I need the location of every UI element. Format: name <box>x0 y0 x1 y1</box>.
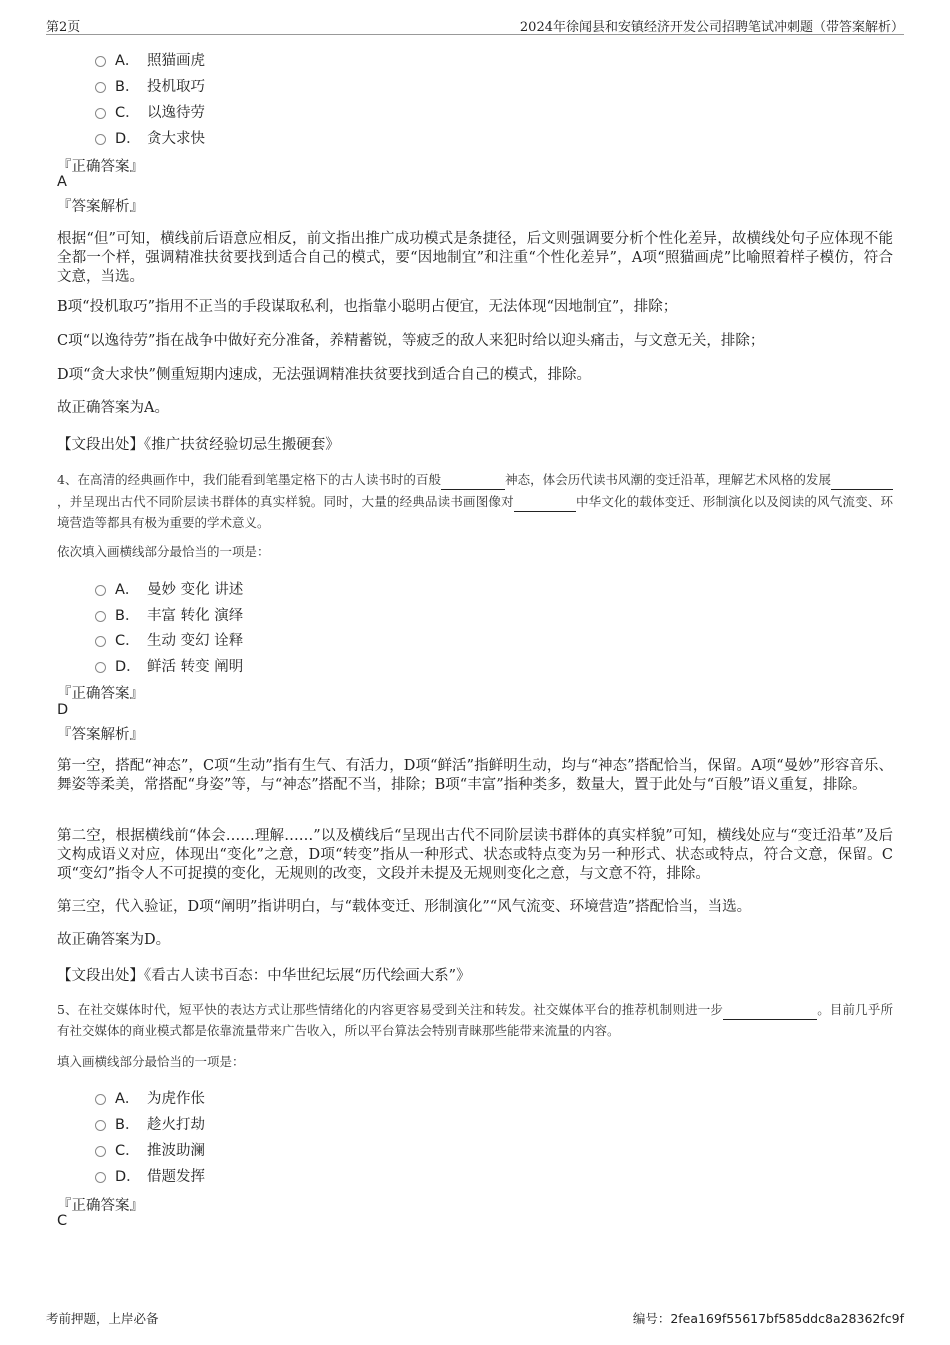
q4-answer-label: 『正确答案』 <box>57 686 144 702</box>
q5-answer-label: 『正确答案』 <box>57 1198 144 1214</box>
q3-option-a[interactable]: A． 照猫画虎 <box>95 49 205 70</box>
q3-analysis-p2: B项“投机取巧”指用不正当的手段谋取私利，也指靠小聪明占便宜，无法体现“因地制宜”，排除； <box>57 299 678 315</box>
blank <box>514 490 576 512</box>
radio-icon[interactable] <box>95 611 106 622</box>
blank <box>831 468 893 490</box>
q4-option-b[interactable]: B． 丰富 转化 演绎 <box>95 604 243 625</box>
radio-icon[interactable] <box>95 134 106 145</box>
page-footer <box>46 1309 904 1327</box>
q3-answer-label: 『正确答案』 <box>57 159 144 175</box>
radio-icon[interactable] <box>95 1094 106 1105</box>
q4-source: 【文段出处】《看古人读书百态：中华世纪坛展“历代绘画大系”》 <box>57 968 471 984</box>
q3-analysis-p1: 根据“但”可知，横线前后语意应相反，前文指出推广成功模式是条捷径，后文则强调要分析个性化差异，故横线处句子应体现不能全都一个样，强调精准扶贫要找到适合自己的模式，要“因地制宜”和注重“个性化差异”，A项“照猫画虎”比喻照着样子模仿，符合文意，当选。 <box>57 231 893 285</box>
q4-answer: D <box>57 702 69 718</box>
q4-option-a[interactable]: A． 曼妙 变化 讲述 <box>95 578 243 599</box>
q3-analysis-label: 『答案解析』 <box>57 199 144 215</box>
q5-stem: 5、在社交媒体时代，短平快的表达方式让那些情绪化的内容更容易受到关注和转发。社交媒体平台的推荐机制则进一步 。目前几乎所有社交媒体的商业模式都是依靠流量带来广告收入，所以平台算法会特别青睐那些能带来流量的内容。 <box>57 998 893 1041</box>
radio-icon[interactable] <box>95 1172 106 1183</box>
q5-instruction: 填入画横线部分最恰当的一项是： <box>57 1054 245 1069</box>
document-code: 编号：2fea169f55617bf585ddc8a28362fc9f <box>632 1311 904 1326</box>
radio-icon[interactable] <box>95 56 106 67</box>
radio-icon[interactable] <box>95 636 106 647</box>
page-header <box>46 14 904 35</box>
q3-option-d[interactable]: D． 贪大求快 <box>95 127 205 148</box>
q5-answer: C <box>57 1213 68 1229</box>
q4-option-d[interactable]: D． 鲜活 转变 阐明 <box>95 655 243 676</box>
q4-analysis-p4: 故正确答案为D。 <box>57 932 171 948</box>
q4-stem: 4、在高清的经典画作中，我们能看到笔墨定格下的古人读书时的百般 神态，体会历代读书风潮的变迁沿革，理解艺术风格的发展 ，并呈现出古代不同阶层读书群体的真实样貌。同时，大量的经典品读书画图像对 中华文化的载体变迁、形制演化以及阅读的风气流变、环境营造等都具有极为重要的学术意义。 <box>57 468 893 533</box>
q4-analysis-p3: 第三空，代入验证，D项“阐明”指讲明白，与“载体变迁、形制演化”“风气流变、环境营造”搭配恰当，当选。 <box>57 899 752 915</box>
q3-source: 【文段出处】《推广扶贫经验切忌生搬硬套》 <box>57 437 340 453</box>
q4-analysis-label: 『答案解析』 <box>57 727 144 743</box>
blank <box>441 468 505 490</box>
radio-icon[interactable] <box>95 82 106 93</box>
radio-icon[interactable] <box>95 1120 106 1131</box>
document-title: 2024年徐闻县和安镇经济开发公司招聘笔试冲刺题（带答案解析） <box>519 20 904 35</box>
q5-option-d[interactable]: D． 借题发挥 <box>95 1165 205 1186</box>
radio-icon[interactable] <box>95 662 106 673</box>
q5-option-c[interactable]: C． 推波助澜 <box>95 1139 205 1160</box>
radio-icon[interactable] <box>95 585 106 596</box>
q3-analysis-p4: D项“贪大求快”侧重短期内速成，无法强调精准扶贫要找到适合自己的模式，排除。 <box>57 367 591 383</box>
q4-analysis-p2: 第二空，根据横线前“体会……理解……”以及横线后“呈现出古代不同阶层读书群体的真实样貌”可知，横线处应与“变迁沿革”及后文构成语义对应，体现出“变化”之意，D项“转变”指从一种形式、状态或特点变为另一种形式、状态或特点，符合文意，保留。C项“变幻”指令人不可捉摸的变化，无规则的改变，文段并未提及无规则变化之意，与文意不符，排除。 <box>57 828 893 882</box>
footer-slogan: 考前押题，上岸必备 <box>46 1311 159 1326</box>
page-number: 第2页 <box>46 20 81 35</box>
q3-answer: A <box>57 174 67 190</box>
q4-instruction: 依次填入画横线部分最恰当的一项是： <box>57 544 270 559</box>
q4-option-c[interactable]: C． 生动 变幻 诠释 <box>95 629 243 650</box>
blank <box>723 998 817 1020</box>
q4-analysis-p1: 第一空，搭配“神态”，C项“生动”指有生气、有活力，D项“鲜活”指鲜明生动，均与“神态”搭配恰当，保留。A项“曼妙”形容音乐、舞姿等柔美，常搭配“身姿”等，与“神态”搭配不当，排除；B项“丰富”指种类多，数量大，置于此处与“百般”语义重复，排除。 <box>57 758 893 793</box>
q3-option-c[interactable]: C． 以逸待劳 <box>95 101 205 122</box>
q3-analysis-p5: 故正确答案为A。 <box>57 400 169 416</box>
q5-option-b[interactable]: B． 趁火打劫 <box>95 1113 205 1134</box>
q5-option-a[interactable]: A． 为虎作伥 <box>95 1087 205 1108</box>
q3-analysis-p3: C项“以逸待劳”指在战争中做好充分准备，养精蓄锐，等疲乏的敌人来犯时给以迎头痛击，与文意无关，排除； <box>57 333 765 349</box>
q3-option-b[interactable]: B． 投机取巧 <box>95 75 205 96</box>
radio-icon[interactable] <box>95 1146 106 1157</box>
radio-icon[interactable] <box>95 108 106 119</box>
